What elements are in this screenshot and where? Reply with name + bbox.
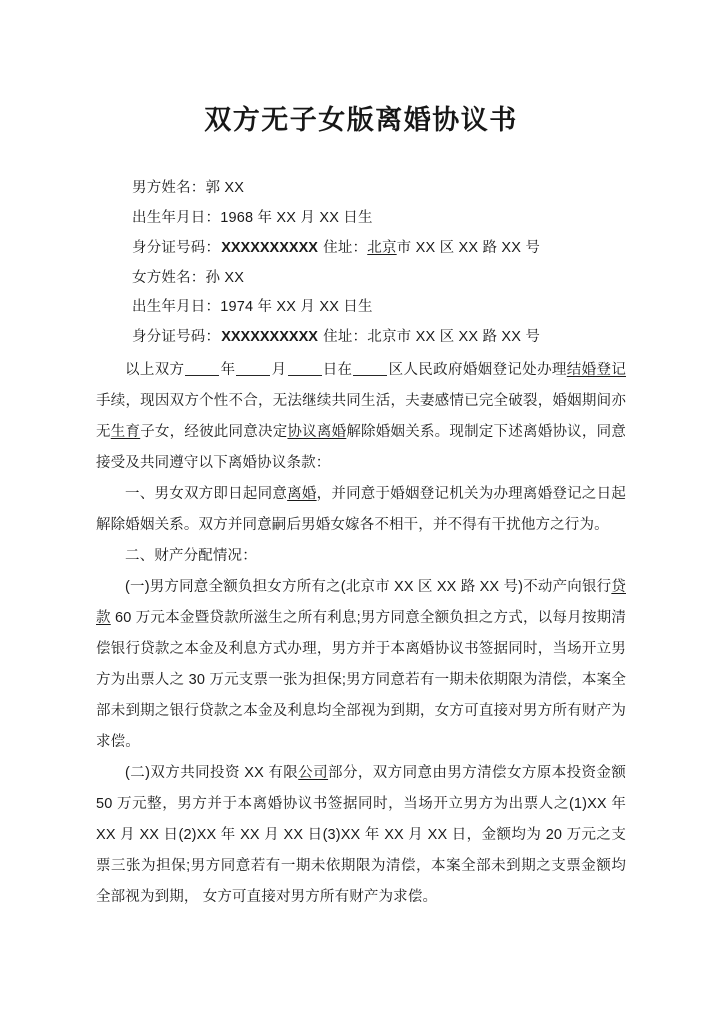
clause-one-text-a: 一、男女双方即日起同意 <box>125 485 288 502</box>
blank-district <box>353 375 387 376</box>
preamble-text-e: 解除婚姻关系。现制定下述离婚协议，同意接受及共同遵守以下离婚协议条款： <box>96 423 626 471</box>
preamble-underline-agreed-divorce: 协议离婚 <box>287 423 347 440</box>
husband-address-rest: 市 XX 区 XX 路 XX 号 <box>396 239 541 256</box>
document-content <box>96 0 626 913</box>
wife-address-label: 住址： <box>318 328 368 345</box>
preamble-day-unit: 日在 <box>322 361 353 378</box>
preamble-text-b: 区人民政府婚姻登记处办理 <box>388 361 567 378</box>
husband-birth-line <box>96 204 626 234</box>
wife-birth-value: 1974 年 XX 月 XX 日生 <box>220 299 373 316</box>
preamble-underline-marriage-registration: 结婚登记 <box>566 361 626 378</box>
wife-name-label: 女方姓名： <box>132 269 206 286</box>
husband-name-line <box>96 174 626 204</box>
preamble-underline-childbirth: 生育 <box>110 423 141 440</box>
wife-birth-label: 出生年月日： <box>132 299 221 316</box>
preamble-month-unit: 月 <box>271 361 287 378</box>
clause-one-paragraph <box>96 479 626 541</box>
blank-day <box>288 375 322 376</box>
husband-name-value: 郭 XX <box>205 180 245 197</box>
wife-id-address-line <box>96 323 626 353</box>
husband-birth-value: 1968 年 XX 月 XX 日生 <box>220 210 373 227</box>
item-two-text-a: (二)双方共同投资 XX 有限 <box>125 764 299 781</box>
husband-birth-label: 出生年月日： <box>132 210 221 227</box>
preamble-year-unit: 年 <box>220 361 236 378</box>
preamble-text-d: 子女，经彼此同意决定 <box>140 423 288 440</box>
wife-name-value: 孙 XX <box>205 269 245 286</box>
husband-address-underlined: 北京 <box>367 239 397 256</box>
wife-birth-line <box>96 293 626 323</box>
clause-two-heading: 二、财产分配情况： <box>125 547 257 564</box>
preamble-text-a: 以上双方 <box>125 361 185 378</box>
clause-two-item-one <box>96 572 626 758</box>
item-one-text-a: (一)男方同意全额负担女方所有之(北京市 XX 区 XX 路 XX 号)不动产向银行 <box>125 578 612 595</box>
item-one-text-b: 60 万元本金暨贷款所滋生之所有利息;男方同意全额负担之方式，以每月按期清偿银行贷款之本金及利息方式办理，男方并于本离婚协议书签据同时，当场开立男方为出票人之 30 万元支票一张为担保;男方同意若有一期未依期限为清偿，本案全部未到期之银行贷款之本金及利息均全部视为到期，女方可直接对男方所有财产为求偿。 <box>96 609 626 750</box>
clause-one-text-b: ，并同意于婚姻登记机关为办理离婚登记之日起解除婚姻关系。双方并同意嗣后男婚女嫁各不相干，并不得有干扰他方之行为。 <box>96 485 626 533</box>
item-two-text-b: 部分，双方同意由男方清偿女方原本投资金额 50 万元整，男方并于本离婚协议书签据同时，当场开立男方为出票人之(1)XX 年 XX 月 XX 日(2)XX 年 XX 月 XX 日(3)XX 年 XX 月 XX 日，金额均为 20 万元之支票三张为担保;男方同意若有一期未依期限为清偿，本案全部未到期之支票金额均全部视为到期， 女方可直接对男方所有财产为求偿。 <box>96 764 626 905</box>
clause-one-underline-divorce: 离婚 <box>287 485 317 502</box>
wife-id-value: XXXXXXXXXX <box>221 328 318 345</box>
wife-name-line <box>96 264 626 294</box>
blank-year <box>185 375 219 376</box>
item-one-underline-loan: 贷款 <box>96 578 626 626</box>
husband-id-value: XXXXXXXXXX <box>221 239 318 256</box>
blank-month <box>236 375 270 376</box>
wife-address-value: 北京市 XX 区 XX 路 XX 号 <box>367 328 541 345</box>
husband-name-label: 男方姓名： <box>132 180 206 197</box>
parties-info-block <box>96 174 626 352</box>
husband-id-address-line <box>96 234 626 264</box>
husband-id-label: 身分证号码： <box>132 239 221 256</box>
wife-id-label: 身分证号码： <box>132 328 221 345</box>
preamble-text-c: 手续，现因双方个性不合，无法继续共同生活，夫妻感情已完全破裂，婚姻期间亦无 <box>96 392 626 440</box>
clause-two-item-two <box>96 758 626 913</box>
preamble-paragraph <box>96 355 626 479</box>
item-two-underline-company: 公司 <box>298 764 329 781</box>
page-title: 双方无子女版离婚协议书 <box>204 105 518 135</box>
husband-address-label: 住址： <box>318 239 368 256</box>
